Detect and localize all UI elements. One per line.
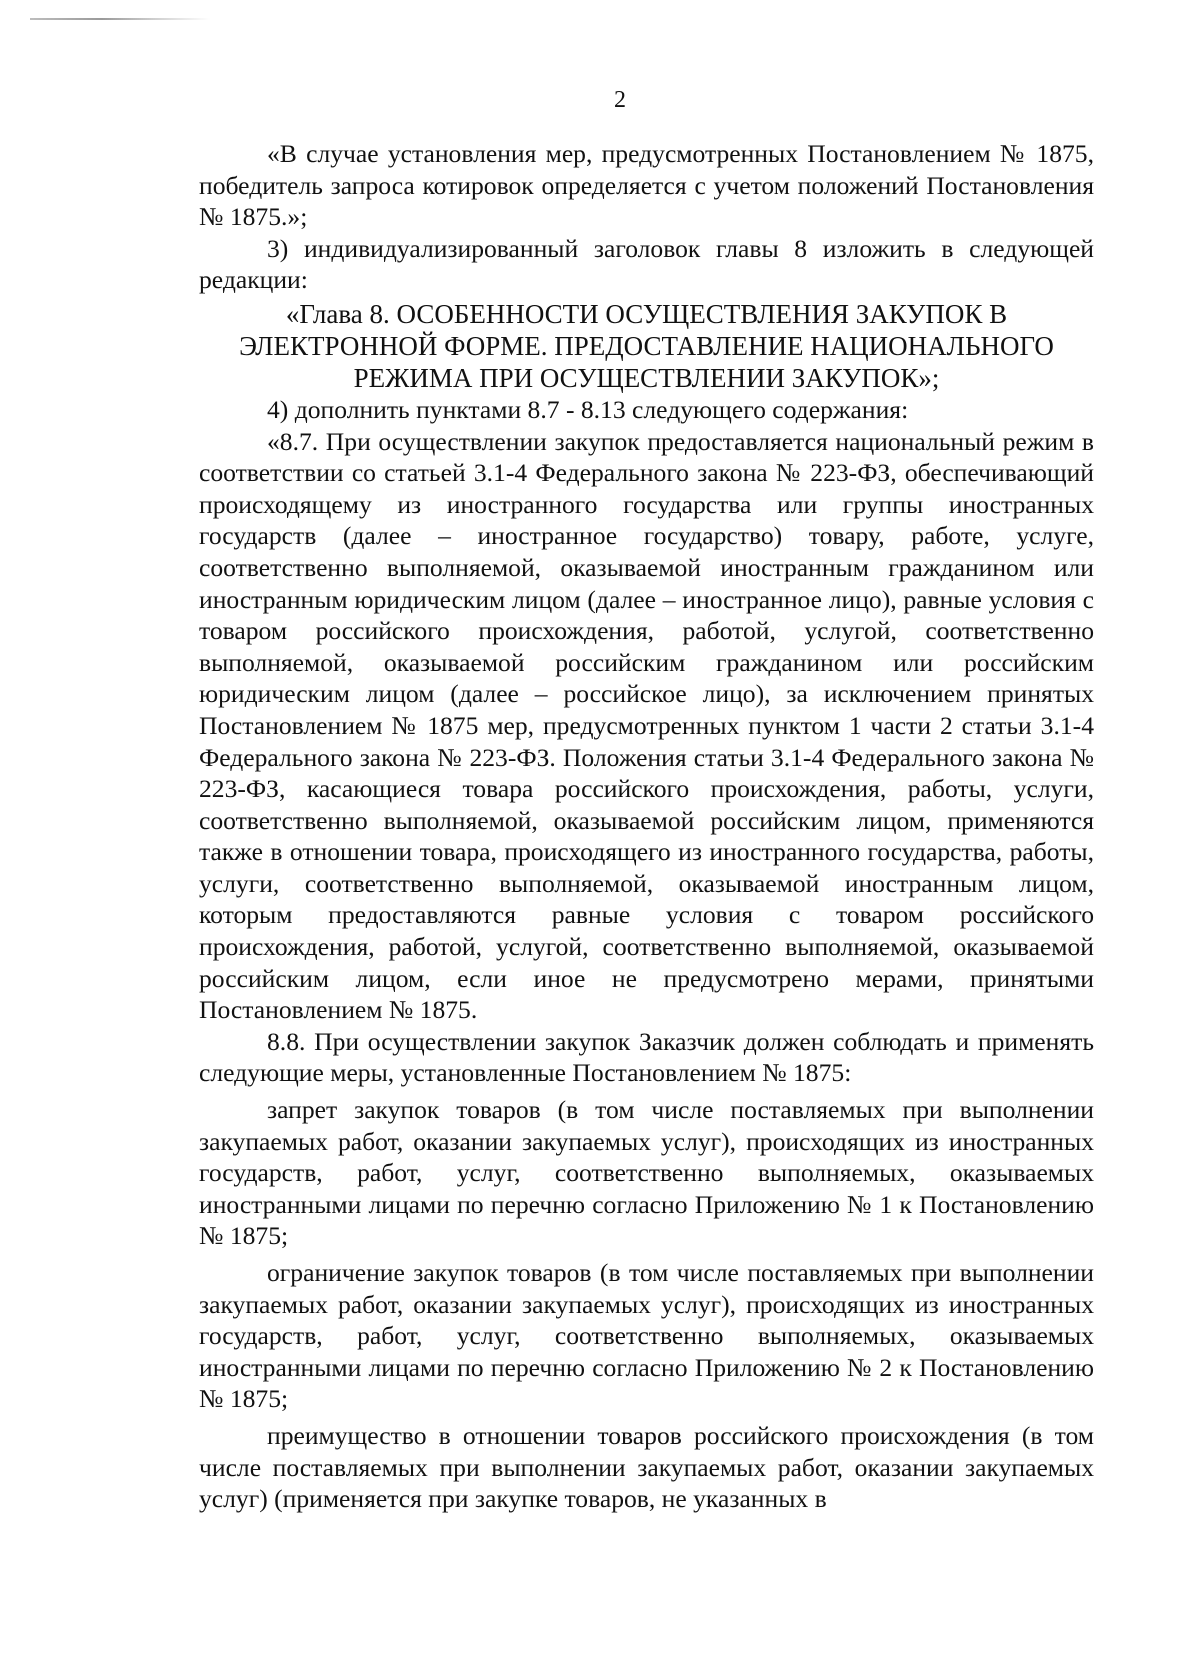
chapter-heading-line: РЕЖИМА ПРИ ОСУЩЕСТВЛЕНИИ ЗАКУПОК»; bbox=[353, 362, 940, 393]
document-body bbox=[199, 138, 1094, 1515]
paragraph-preference-measure: преимущество в отношении товаров российского происхождения (в том числе поставляемых при выполнении закупаемых работ, оказании закупаемых услуг) (применяется при закупке товаров, не указанных в bbox=[199, 1420, 1094, 1514]
chapter-heading-line: ЭЛЕКТРОННОЙ ФОРМЕ. ПРЕДОСТАВЛЕНИЕ НАЦИОНАЛЬНОГО bbox=[239, 330, 1054, 361]
paragraph-restriction-measure: ограничение закупок товаров (в том числе поставляемых при выполнении закупаемых работ, оказании закупаемых услуг), происходящих из иностранных государств, работ, услуг, соответственно выполняемых, оказываемых иностранными лицами по перечню согласно Приложению № 2 к Постановлению № 1875; bbox=[199, 1258, 1094, 1414]
chapter-8-heading bbox=[199, 298, 1094, 394]
page-number: 2 bbox=[614, 87, 626, 113]
paragraph-chapter-8-title-change: 3) индивидуализированный заголовок главы 8 изложить в следующей редакции: bbox=[199, 233, 1094, 295]
paragraph-quick-quote-winner: «В случае установления мер, предусмотренных Постановлением № 1875, победитель запроса котировок определяется с учетом положений Постановления № 1875.»; bbox=[199, 139, 1094, 232]
paragraph-ban-measure: запрет закупок товаров (в том числе поставляемых при выполнении закупаемых работ, оказании закупаемых услуг), происходящих из иностранных государств, работ, услуг, соответственно выполняемых, оказываемых иностранными лицами по перечню согласно Приложению № 1 к Постановлению № 1875; bbox=[199, 1095, 1094, 1251]
paragraph-8-7: «8.7. При осуществлении закупок предоставляется национальный режим в соответствии со статьей 3.1-4 Федерального закона № 223-ФЗ, обеспечивающий происходящему из иностранного государства или группы иностранных государств (далее – иностранное государство) товару, работе, услуге, соответственно выполняемой, оказываемой иностранным гражданином или иностранным юридическим лицом (далее – иностранное лицо), равные условия с товаром российского происхождения, работой, услугой, соответственно выполняемой, оказываемой российским гражданином или российским юридическим лицом (далее – российское лицо), за исключением принятых Постановлением № 1875 мер, предусмотренных пунктом 1 части 2 статьи 3.1-4 Федерального закона № 223-ФЗ. Положения статьи 3.1-4 Федерального закона № 223-ФЗ, касающиеся товара российского происхождения, работы, услуги, соответственно выполняемой, оказываемой российским лицом, применяются также в отношении товара, происходящего из иностранного государства, работы, услуги, соответственно выполняемой, оказываемой иностранным лицом, которым предоставляются равные условия с товаром российского происхождения, работой, услугой, соответственно выполняемой, оказываемой российским лицом, если иное не предусмотрено мерами, принятыми Постановлением № 1875. bbox=[199, 426, 1094, 1025]
scan-artifact-line bbox=[30, 18, 210, 20]
chapter-heading-line: «Глава 8. ОСОБЕННОСТИ ОСУЩЕСТВЛЕНИЯ ЗАКУПОК В bbox=[285, 298, 1008, 329]
paragraph-add-items: 4) дополнить пунктами 8.7 - 8.13 следующего содержания: bbox=[267, 394, 909, 424]
paragraph-8-8: 8.8. При осуществлении закупок Заказчик должен соблюдать и применять следующие меры, установленные Постановлением № 1875: bbox=[199, 1026, 1094, 1088]
